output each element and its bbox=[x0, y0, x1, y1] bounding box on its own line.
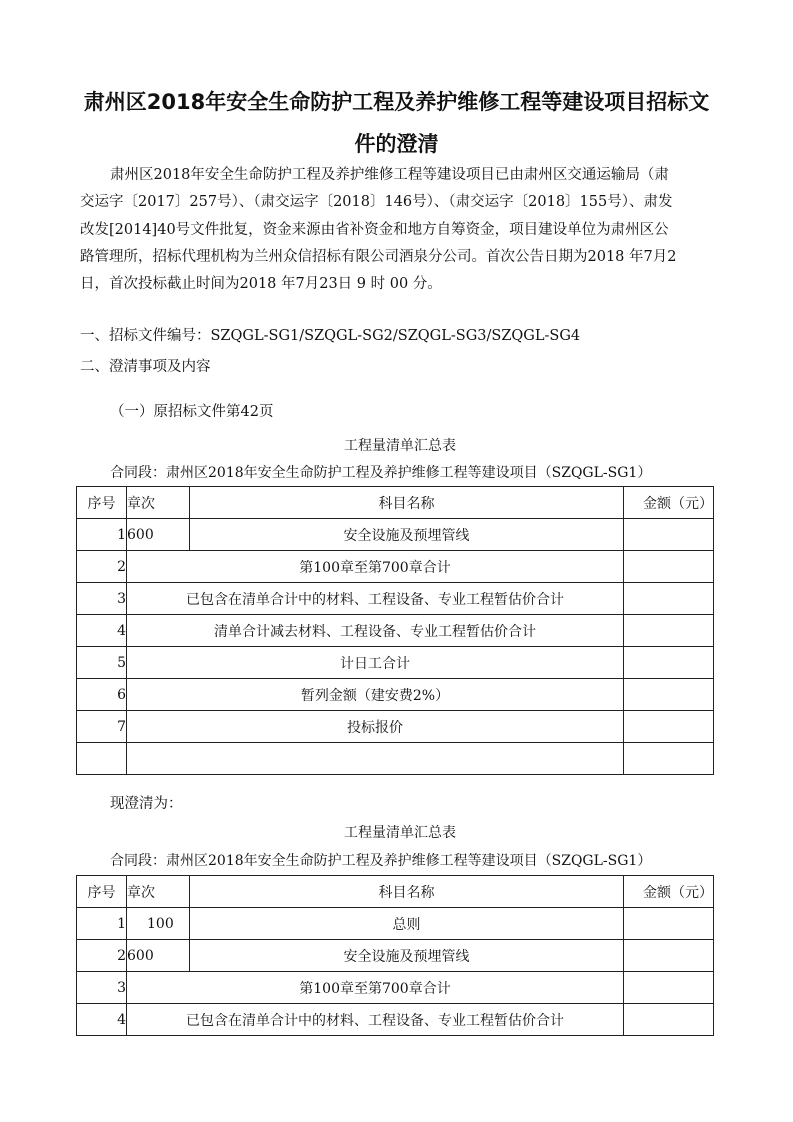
header-subject-name: 科目名称 bbox=[190, 487, 624, 519]
row-no bbox=[77, 743, 127, 775]
row-subject-name: 第100章至第700章合计 bbox=[127, 972, 624, 1004]
row-subject-name: 投标报价 bbox=[127, 711, 624, 743]
document-title-line2: 件的澄清 bbox=[354, 132, 439, 156]
row-amount bbox=[624, 551, 714, 583]
row-no: 2 bbox=[77, 551, 127, 583]
row-subject-name: 暂列金额（建安费2%） bbox=[127, 679, 624, 711]
table-clarified-contract: 合同段：肃州区2018年安全生命防护工程及养护维修工程等建设项目（SZQGL-SG1） bbox=[110, 853, 652, 869]
table-row bbox=[77, 615, 714, 647]
row-no: 3 bbox=[77, 972, 127, 1004]
row-subject-name: 第100章至第700章合计 bbox=[127, 551, 624, 583]
table-row bbox=[77, 519, 714, 551]
row-chapter: 100 bbox=[127, 908, 190, 940]
header-no: 序号 bbox=[77, 487, 127, 519]
row-chapter: 600 bbox=[127, 940, 190, 972]
row-amount bbox=[624, 908, 714, 940]
section-clarification-heading: 二、澄清事项及内容 bbox=[80, 359, 211, 375]
table-row-empty bbox=[77, 743, 714, 775]
row-no: 3 bbox=[77, 583, 127, 615]
row-subject-name: 安全设施及预埋管线 bbox=[190, 940, 624, 972]
table-row bbox=[77, 679, 714, 711]
row-no: 1 bbox=[77, 908, 127, 940]
intro-line: 路管理所，招标代理机构为兰州众信招标有限公司酒泉分公司。首次公告日期为2018 年7月2 bbox=[80, 248, 677, 265]
row-amount bbox=[624, 615, 714, 647]
section-bid-numbers: 一、招标文件编号：SZQGL-SG1/SZQGL-SG2/SZQGL-SG3/SZQGL-SG4 bbox=[80, 328, 581, 344]
row-subject-name: 已包含在清单合计中的材料、工程设备、专业工程暂估价合计 bbox=[127, 1004, 624, 1036]
table-row bbox=[77, 583, 714, 615]
row-amount bbox=[624, 711, 714, 743]
clarified-label: 现澄清为： bbox=[110, 796, 183, 812]
header-amount: 金额（元） bbox=[624, 876, 714, 908]
row-amount bbox=[624, 940, 714, 972]
row-subject-name: 安全设施及预埋管线 bbox=[190, 519, 624, 551]
subsection-original-page: （一）原招标文件第42页 bbox=[110, 404, 274, 420]
header-chapter: 章次 bbox=[127, 876, 190, 908]
summary-table-original bbox=[76, 486, 714, 775]
table-header-row bbox=[77, 487, 714, 519]
table-clarified-caption: 工程量清单汇总表 bbox=[344, 825, 456, 841]
table-row bbox=[77, 908, 714, 940]
row-subject-name: 已包含在清单合计中的材料、工程设备、专业工程暂估价合计 bbox=[127, 583, 624, 615]
intro-paragraph bbox=[80, 162, 720, 298]
row-no: 1 bbox=[77, 519, 127, 551]
header-subject-name: 科目名称 bbox=[190, 876, 624, 908]
document-title-line1: 肃州区2018年安全生命防护工程及养护维修工程等建设项目招标文 bbox=[83, 90, 710, 114]
summary-table-clarified bbox=[76, 875, 714, 1036]
intro-line: 日，首次投标截止时间为2018 年7月23日 9 时 00 分。 bbox=[80, 276, 442, 293]
row-subject-name: 计日工合计 bbox=[127, 647, 624, 679]
row-amount bbox=[624, 743, 714, 775]
row-amount bbox=[624, 972, 714, 1004]
table-row bbox=[77, 647, 714, 679]
intro-line: 交运字〔2017〕257号）、（肃交运字〔2018〕146号）、（肃交运字〔2018〕155号）、肃发 bbox=[80, 194, 673, 211]
row-amount bbox=[624, 647, 714, 679]
row-no: 4 bbox=[77, 615, 127, 647]
row-amount bbox=[624, 1004, 714, 1036]
row-no: 7 bbox=[77, 711, 127, 743]
row-no: 5 bbox=[77, 647, 127, 679]
table-original-caption: 工程量清单汇总表 bbox=[344, 438, 456, 454]
row-amount bbox=[624, 583, 714, 615]
row-chapter: 600 bbox=[127, 519, 190, 551]
row-no: 6 bbox=[77, 679, 127, 711]
row-subject-name bbox=[127, 743, 624, 775]
row-amount bbox=[624, 519, 714, 551]
header-no: 序号 bbox=[77, 876, 127, 908]
table-row bbox=[77, 711, 714, 743]
row-no: 4 bbox=[77, 1004, 127, 1036]
table-row bbox=[77, 551, 714, 583]
row-subject-name: 清单合计减去材料、工程设备、专业工程暂估价合计 bbox=[127, 615, 624, 647]
table-row bbox=[77, 972, 714, 1004]
intro-line: 肃州区2018年安全生命防护工程及养护维修工程等建设项目已由肃州区交通运输局（肃 bbox=[110, 167, 669, 183]
header-amount: 金额（元） bbox=[624, 487, 714, 519]
row-subject-name: 总则 bbox=[190, 908, 624, 940]
table-original-contract: 合同段：肃州区2018年安全生命防护工程及养护维修工程等建设项目（SZQGL-SG1） bbox=[110, 465, 652, 481]
table-header-row bbox=[77, 876, 714, 908]
intro-line: 改发[2014]40号文件批复，资金来源由省补资金和地方自筹资金，项目建设单位为肃州区公 bbox=[80, 221, 669, 238]
table-row bbox=[77, 1004, 714, 1036]
header-chapter: 章次 bbox=[127, 487, 190, 519]
row-no: 2 bbox=[77, 940, 127, 972]
table-row bbox=[77, 940, 714, 972]
row-amount bbox=[624, 679, 714, 711]
